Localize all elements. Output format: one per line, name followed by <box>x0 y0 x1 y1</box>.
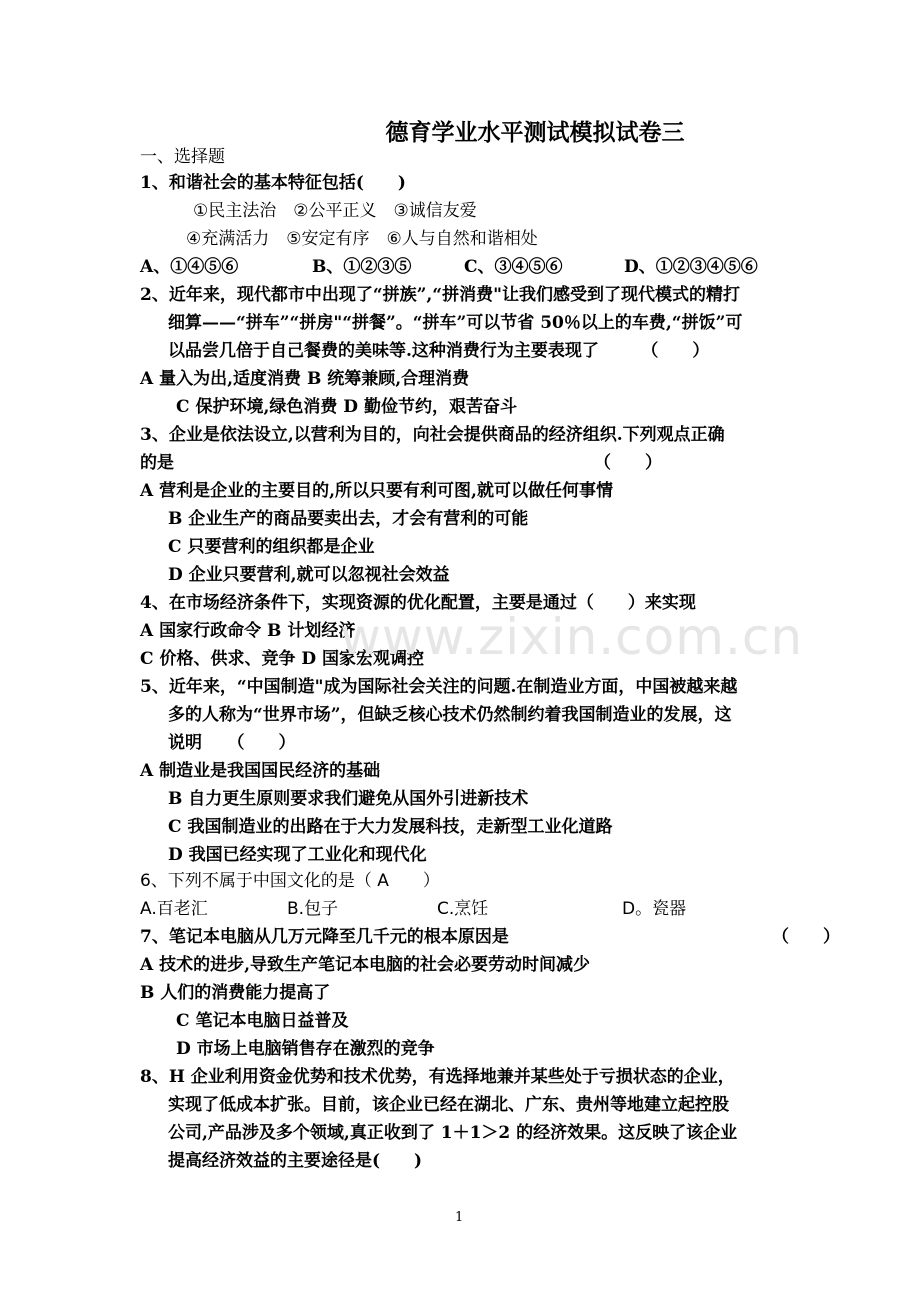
question-5-option-b: B 自力更生原则要求我们避免从国外引进新技术 <box>168 789 529 809</box>
question-6-option-b: B.包子 <box>287 899 339 919</box>
question-4-stem: 4、在市场经济条件下，实现资源的优化配置，主要是通过（ ）来实现 <box>140 593 696 613</box>
question-4-options-cd: C 价格、供求、竞争 D 国家宏观调控 <box>140 649 425 669</box>
question-2-stem-line3: 以品尝几倍于自己餐费的美味等.这种消费行为主要表现了 （ ） <box>168 341 710 361</box>
question-7-option-c: C 笔记本电脑日益普及 <box>176 1011 349 1031</box>
watermark-text: www.zixin.com.cn <box>340 608 804 666</box>
question-3-stem-line2: 的是 <box>140 453 174 473</box>
question-1-option-b: B、①②③⑤ <box>312 257 412 277</box>
question-2-options-ab: A 量入为出,适度消费 B 统筹兼顾,合理消费 <box>140 369 470 389</box>
question-1-items-a: ①民主法治 ②公平正义 ③诚信友爱 <box>193 201 477 221</box>
question-6-option-c: C.烹饪 <box>437 899 489 919</box>
question-1-option-d: D、①②③④⑤⑥ <box>624 257 758 277</box>
question-5-stem-line1: 5、近年来，“中国制造"成为国际社会关注的问题.在制造业方面，中国被越来越 <box>140 677 738 697</box>
question-1-stem: 1、和谐社会的基本特征包括( ) <box>140 173 406 193</box>
question-8-stem-line3: 公司,产品涉及多个领域,真正收到了 1＋1＞2 的经济效果。这反映了该企业 <box>168 1123 738 1143</box>
question-2-stem-line1: 2、近年来，现代都市中出现了“拼族”,“拼消费"让我们感受到了现代模式的精打 <box>140 285 740 305</box>
question-1-option-a: A、①④⑤⑥ <box>140 257 239 277</box>
question-3-option-b: B 企业生产的商品要卖出去，才会有营利的可能 <box>168 509 529 529</box>
question-2-options-cd: C 保护环境,绿色消费 D 勤俭节约，艰苦奋斗 <box>176 397 517 417</box>
question-6-stem: 6、下列不属于中国文化的是（ A ） <box>140 871 440 891</box>
question-6-option-a: A.百老汇 <box>140 899 208 919</box>
question-3-option-a: A 营利是企业的主要目的,所以只要有利可图,就可以做任何事情 <box>140 481 613 501</box>
question-8-stem-line2: 实现了低成本扩张。目前，该企业已经在湖北、广东、贵州等地建立起控股 <box>168 1095 729 1115</box>
question-4-options-ab: A 国家行政命令 B 计划经济 <box>140 621 356 641</box>
question-3-option-c: C 只要营利的组织都是企业 <box>168 537 375 557</box>
question-7-stem: 7、笔记本电脑从几万元降至几千元的根本原因是 <box>140 927 509 947</box>
question-3-stem-line1: 3、企业是依法设立,以营利为目的，向社会提供商品的经济组织.下列观点正确 <box>140 425 725 445</box>
question-5-option-d: D 我国已经实现了工业化和现代化 <box>168 845 427 865</box>
question-7-option-b: B 人们的消费能力提高了 <box>140 983 331 1003</box>
question-5-stem-line2: 多的人称为“世界市场”，但缺乏核心技术仍然制约着我国制造业的发展，这 <box>168 705 732 725</box>
question-7-option-d: D 市场上电脑销售存在激烈的竞争 <box>176 1039 435 1059</box>
question-5-option-c: C 我国制造业的出路在于大力发展科技，走新型工业化道路 <box>168 817 613 837</box>
question-5-stem-line3: 说明 （ ） <box>168 733 296 753</box>
question-8-stem-line4: 提高经济效益的主要途径是( ) <box>168 1151 423 1171</box>
question-8-stem-line1: 8、H 企业利用资金优势和技术优势，有选择地兼并某些处于亏损状态的企业， <box>140 1067 735 1087</box>
question-7-answer-bracket: （ ） <box>772 927 840 947</box>
question-5-option-a: A 制造业是我国国民经济的基础 <box>140 761 381 781</box>
section-heading: 一、选择题 <box>140 147 225 167</box>
page-title: 德育学业水平测试模拟试卷三 <box>385 120 685 146</box>
question-3-answer-bracket: （ ） <box>594 453 662 473</box>
question-7-option-a: A 技术的进步,导致生产笔记本电脑的社会必要劳动时间减少 <box>140 955 591 975</box>
question-1-items-b: ④充满活力 ⑤安定有序 ⑥人与自然和谐相处 <box>186 229 538 249</box>
question-2-stem-line2: 细算——“拼车”“拼房"“拼餐”。“拼车”可以节省 50％以上的车费,“拼饭”可 <box>168 313 743 333</box>
question-1-option-c: C、③④⑤⑥ <box>464 257 563 277</box>
question-3-option-d: D 企业只要营利,就可以忽视社会效益 <box>168 565 450 585</box>
question-6-option-d: D。瓷器 <box>622 899 687 919</box>
page-number: 1 <box>455 1210 464 1225</box>
